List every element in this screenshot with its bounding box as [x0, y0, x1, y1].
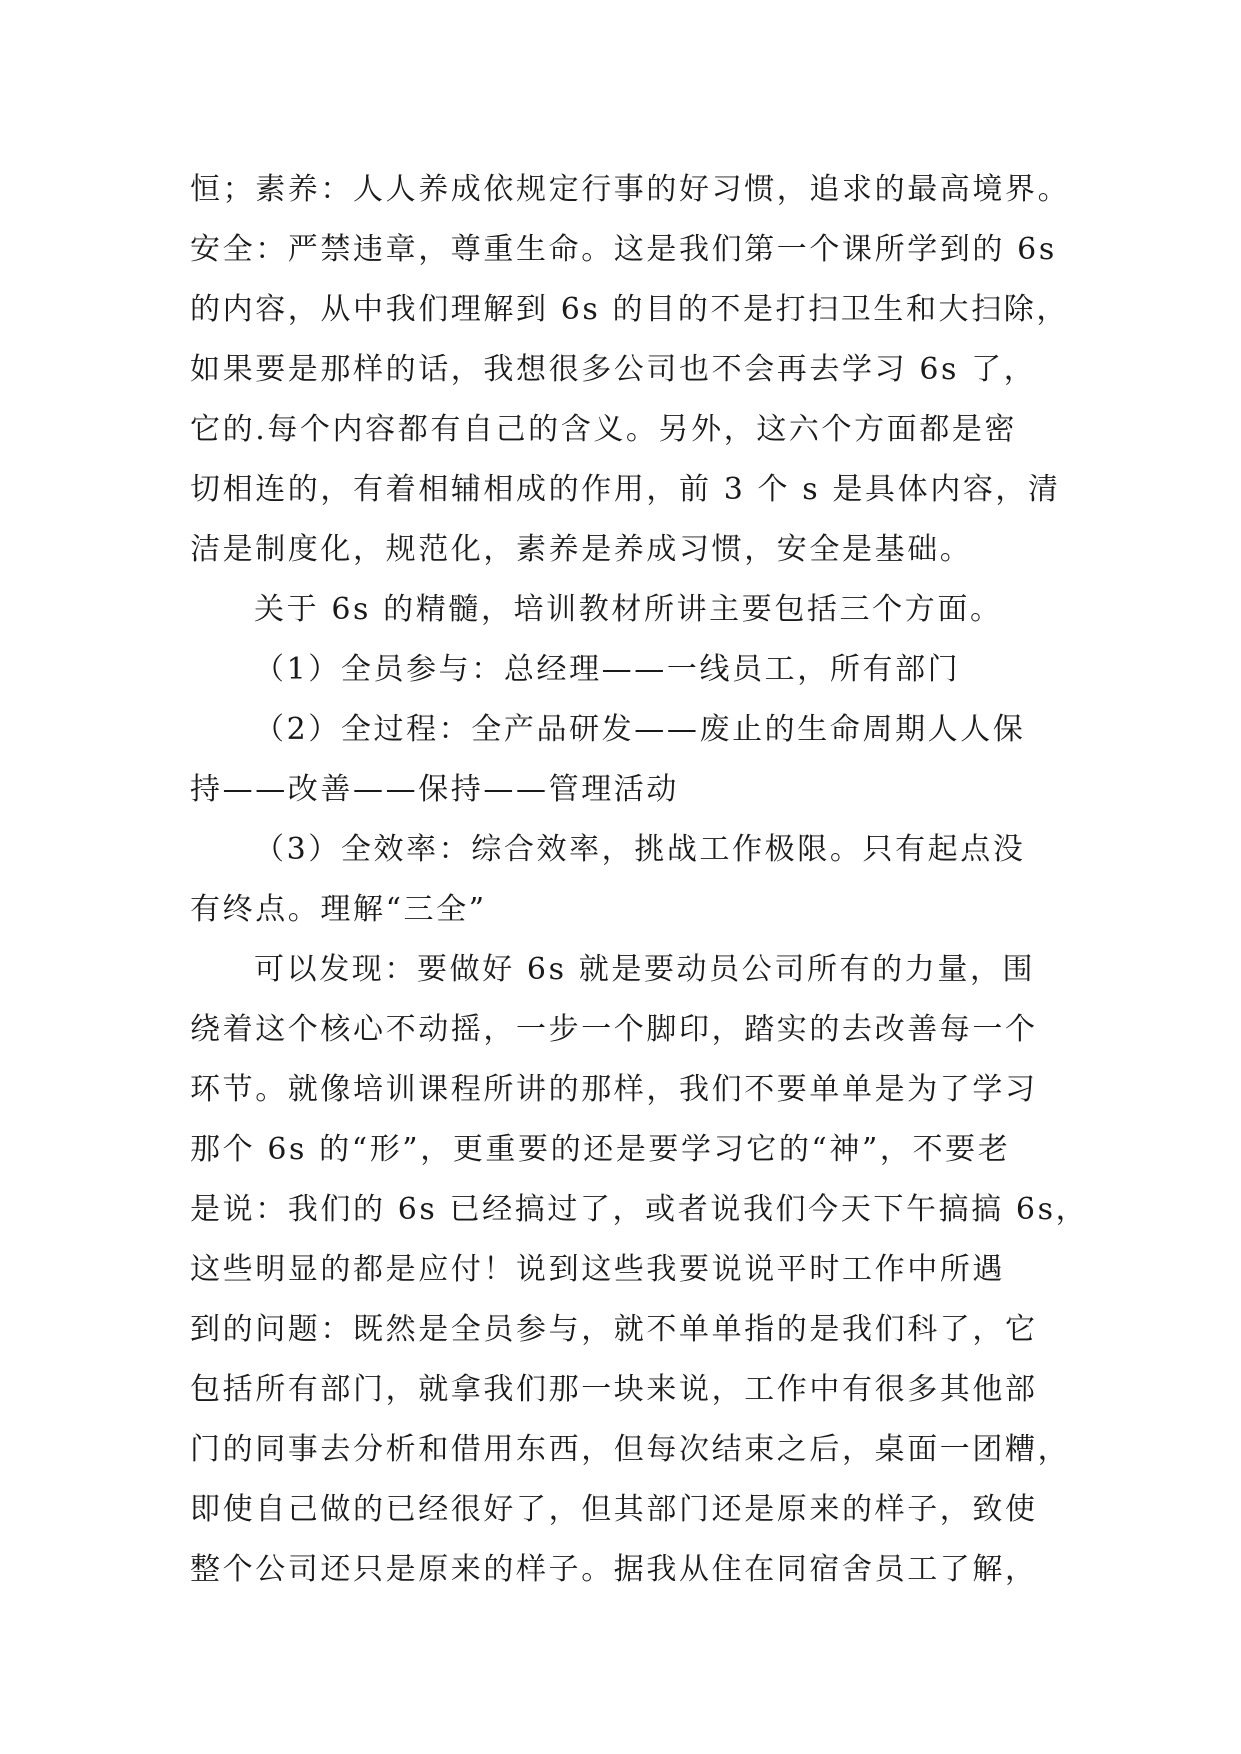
text-line: 持——改善——保持——管理活动 [190, 772, 679, 807]
text-line: 门的同事去分析和借用东西，但每次结束之后，桌面一团糟， [190, 1432, 1071, 1467]
text-line: 整个公司还只是原来的样子。据我从住在同宿舍员工了解， [190, 1552, 1038, 1587]
list-item-line: （3）全效率：综合效率，挑战工作极限。只有起点没 [254, 832, 1026, 867]
text-line: 包括所有部门，就拿我们那一块来说，工作中有很多其他部 [190, 1372, 1038, 1407]
text-line: 洁是制度化，规范化，素养是养成习惯，安全是基础。 [190, 532, 973, 567]
paragraph-start-line: 关于 6s 的精髓，培训教材所讲主要包括三个方面。 [254, 592, 1003, 627]
text-line: 的内容，从中我们理解到 6s 的目的不是打扫卫生和大扫除， [190, 292, 1069, 327]
text-line: 如果要是那样的话，我想很多公司也不会再去学习 6s 了， [190, 352, 1037, 387]
paragraph-start-line: 可以发现：要做好 6s 就是要动员公司所有的力量，围 [254, 952, 1036, 987]
text-line: 环节。就像培训课程所讲的那样，我们不要单单是为了学习 [190, 1072, 1038, 1107]
list-item-line: （1）全员参与：总经理——一线员工，所有部门 [254, 652, 961, 687]
text-line: 它的.每个内容都有自己的含义。另外，这六个方面都是密 [190, 412, 1018, 447]
text-line: 切相连的，有着相辅相成的作用，前 3 个 s 是具体内容，清 [190, 472, 1061, 507]
body-text [190, 160, 1089, 1600]
text-line: 那个 6s 的“形”，更重要的还是要学习它的“神”，不要老 [190, 1132, 1011, 1167]
text-line: 安全：严禁违章，尊重生命。这是我们第一个课所学到的 6s [190, 232, 1057, 267]
text-line: 到的问题：既然是全员参与，就不单单指的是我们科了，它 [190, 1312, 1038, 1347]
text-line: 这些明显的都是应付！说到这些我要说说平时工作中所遇 [190, 1252, 1005, 1287]
text-line: 即使自己做的已经很好了，但其部门还是原来的样子，致使 [190, 1492, 1038, 1527]
list-item-line: （2）全过程：全产品研发——废止的生命周期人人保 [254, 712, 1026, 747]
text-line: 绕着这个核心不动摇，一步一个脚印，踏实的去改善每一个 [190, 1012, 1038, 1047]
text-line: 是说：我们的 6s 已经搞过了，或者说我们今天下午搞搞 6s， [190, 1192, 1089, 1227]
text-line: 恒；素养：人人养成依规定行事的好习惯，追求的最高境界。 [190, 172, 1071, 207]
text-line: 有终点。理解“三全” [190, 892, 487, 927]
